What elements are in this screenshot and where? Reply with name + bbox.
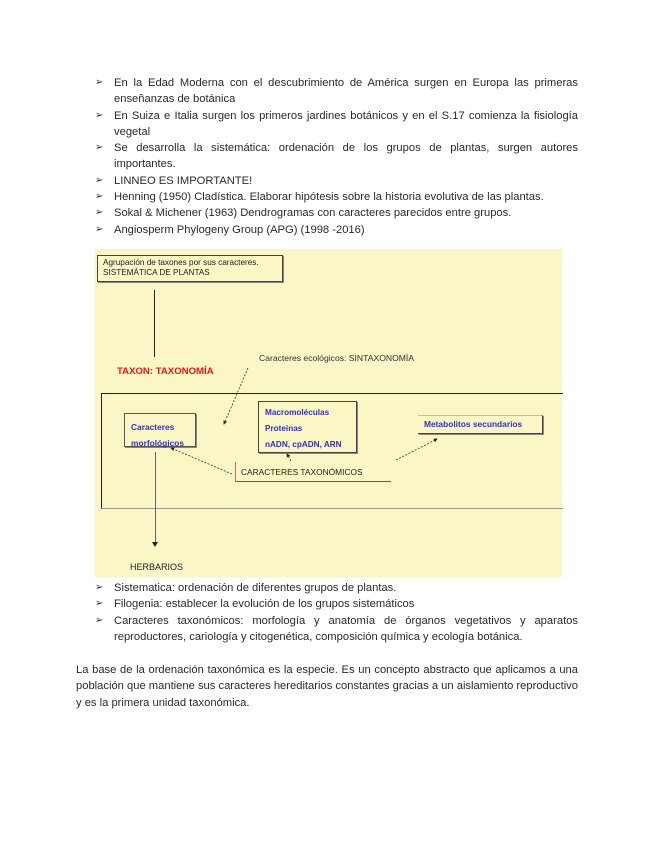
arrow-bullet-icon: ➢	[95, 142, 104, 154]
bullet-item: ➢ LINNEO ES IMPORTANTE!	[95, 173, 578, 189]
arrow-bullet-icon: ➢	[95, 598, 104, 610]
metabolites-box: Metabolitos secundarios	[418, 415, 543, 434]
arrow-down-icon	[152, 542, 158, 547]
species-paragraph: La base de la ordenación taxonómica es la especie. Es un concepto abstracto que aplicamos a una población que mantiene sus caracteres hereditarios constantes gracias a un aislamiento reproductivo y es la primera unidad taxonómica.	[76, 664, 578, 709]
bullet-item: ➢ Henning (1950) Cladística. Elaborar hipótesis sobre la historia evolutiva de las plantas.	[95, 189, 578, 205]
arrow-bullet-icon: ➢	[95, 207, 104, 219]
taxonomy-diagram	[95, 249, 562, 577]
arrow-bullet-icon: ➢	[95, 174, 104, 186]
arrow-bullet-icon: ➢	[95, 223, 104, 235]
taxon-label: TAXON: TAXONOMÍA	[117, 366, 214, 377]
macromolecules-box: Macromoléculas Proteinas nADN, cpADN, ARN	[258, 401, 357, 453]
definitions-bullet-list	[95, 580, 578, 645]
arrow-bullet-icon: ➢	[95, 191, 104, 203]
bullet-item: ➢ En la Edad Moderna con el descubrimiento de América surgen en Europa las primeras enseñanzas de botánica	[95, 77, 578, 106]
arrow-bullet-icon: ➢	[95, 109, 104, 121]
bullet-item: ➢ En Suiza e Italia surgen los primeros jardines botánicos y en el S.17 comienza la fisiología vegetal	[95, 109, 578, 138]
arrow-bullet-icon: ➢	[95, 77, 104, 88]
bullet-item: ➢ Filogenia: establecer la evolución de los grupos sistemáticos	[95, 596, 578, 612]
herbarium-label: HERBARIOS	[130, 562, 184, 572]
herbarium-connector-line	[155, 452, 156, 544]
systematics-box: Agrupación de taxones por sus caracteres. SISTEMÁTICA DE PLANTAS	[97, 255, 283, 282]
history-bullet-list	[95, 75, 578, 238]
bullet-item: ➢ Sistematica: ordenación de diferentes grupos de plantas.	[95, 580, 578, 596]
bullet-item: ➢ Caracteres taxonómicos: morfología y anatomía de órganos vegetativos y aparatos reproductores, cariología y citogenética, composición química y ecología botánica.	[95, 614, 578, 643]
taxonomic-characters-label: CARACTERES TAXONÓMICOS	[235, 462, 391, 482]
dashed-arrows-icon	[95, 249, 562, 577]
bullet-item: ➢ Sokal & Michener (1963) Dendrogramas con caracteres parecidos entre grupos.	[95, 205, 578, 221]
morphological-box: Caracteres morfológicos	[124, 413, 196, 447]
arrow-bullet-icon: ➢	[95, 582, 104, 593]
arrow-bullet-icon: ➢	[95, 614, 104, 626]
bullet-item: ➢ Se desarrolla la sistemática: ordenación de los grupos de plantas, surgen autores importantes.	[95, 142, 578, 171]
bullet-item: ➢ Angiosperm Phylogeny Group (APG) (1998 -2016)	[95, 222, 578, 238]
ecological-characters-label: Caracteres ecológicos: SINTAXONOMÍA	[259, 353, 415, 363]
